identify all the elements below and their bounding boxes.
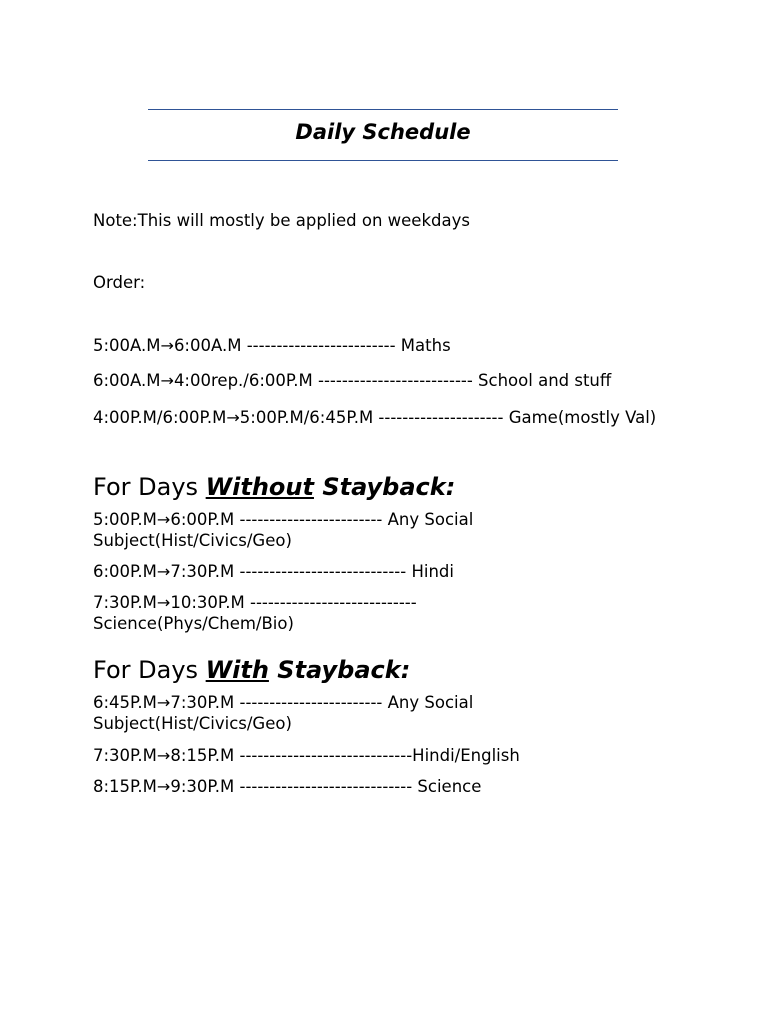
schedule-item	[93, 745, 693, 766]
schedule-item	[93, 592, 463, 634]
time-to: 9:30P.M	[170, 777, 235, 796]
schedule-item	[93, 692, 533, 734]
dash-leader: ----------------------------	[244, 593, 417, 612]
time-from: 6:45P.M	[93, 693, 157, 712]
page-title: Daily Schedule	[295, 120, 471, 144]
without-stayback-heading	[93, 472, 455, 502]
activity: Science	[412, 777, 482, 796]
time-from: 6:00P.M	[93, 562, 157, 581]
activity: Any Social Subject(Hist/Civics/Geo)	[93, 693, 474, 733]
heading-key: With	[205, 656, 269, 684]
time-from: 7:30P.M	[93, 593, 157, 612]
time-to: 4:00rep./6:00P.M	[173, 371, 313, 390]
arrow-icon: →	[156, 593, 171, 612]
note-text: Note:This will mostly be applied on weekdays	[93, 211, 470, 230]
activity: School and stuff	[472, 371, 612, 390]
dash-leader: ------------------------	[234, 693, 383, 712]
with-stayback-heading	[93, 655, 410, 685]
order-label: Order:	[93, 273, 146, 292]
heading-suffix: Stayback:	[313, 473, 456, 501]
time-to: 7:30P.M	[170, 562, 235, 581]
dash-leader: ----------------------------	[234, 562, 407, 581]
heading-key: Without	[205, 473, 314, 501]
activity: Game(mostly Val)	[503, 408, 657, 427]
time-to: 10:30P.M	[170, 593, 245, 612]
title-top-rule	[148, 109, 618, 110]
heading-prefix: For Days	[93, 473, 206, 501]
order-item	[93, 407, 683, 428]
activity: Hindi	[406, 562, 454, 581]
schedule-item	[93, 561, 693, 582]
heading-suffix: Stayback:	[268, 656, 411, 684]
time-to: 6:00A.M	[173, 336, 242, 355]
dash-leader: --------------------------	[312, 371, 473, 390]
order-item	[93, 335, 693, 356]
time-to: 6:00P.M	[170, 510, 235, 529]
dash-leader: ---------------------	[373, 408, 504, 427]
dash-leader: -----------------------------	[234, 777, 413, 796]
time-to: 5:00P.M/6:45P.M	[239, 408, 374, 427]
time-from: 8:15P.M	[93, 777, 157, 796]
time-to: 7:30P.M	[170, 693, 235, 712]
activity: Maths	[395, 336, 451, 355]
arrow-icon: →	[226, 408, 240, 427]
arrow-icon: →	[156, 510, 171, 529]
time-from: 5:00A.M	[93, 336, 161, 355]
time-from: 4:00P.M/6:00P.M	[93, 408, 227, 427]
activity: Hindi/English	[412, 746, 520, 765]
activity: Science(Phys/Chem/Bio)	[93, 614, 294, 633]
dash-leader: ------------------------	[234, 510, 383, 529]
order-item	[93, 370, 693, 391]
time-from: 7:30P.M	[93, 746, 157, 765]
arrow-icon: →	[160, 336, 174, 355]
schedule-item	[93, 776, 693, 797]
arrow-icon: →	[156, 562, 171, 581]
arrow-icon: →	[156, 777, 171, 796]
time-to: 8:15P.M	[170, 746, 235, 765]
schedule-item	[93, 509, 533, 551]
arrow-icon: →	[160, 371, 174, 390]
time-from: 5:00P.M	[93, 510, 157, 529]
time-from: 6:00A.M	[93, 371, 161, 390]
heading-prefix: For Days	[93, 656, 206, 684]
arrow-icon: →	[156, 746, 171, 765]
dash-leader: -----------------------------	[234, 746, 413, 765]
dash-leader: -------------------------	[241, 336, 396, 355]
title-bottom-rule	[148, 160, 618, 161]
activity: Any Social Subject(Hist/Civics/Geo)	[93, 510, 474, 550]
arrow-icon: →	[156, 693, 171, 712]
